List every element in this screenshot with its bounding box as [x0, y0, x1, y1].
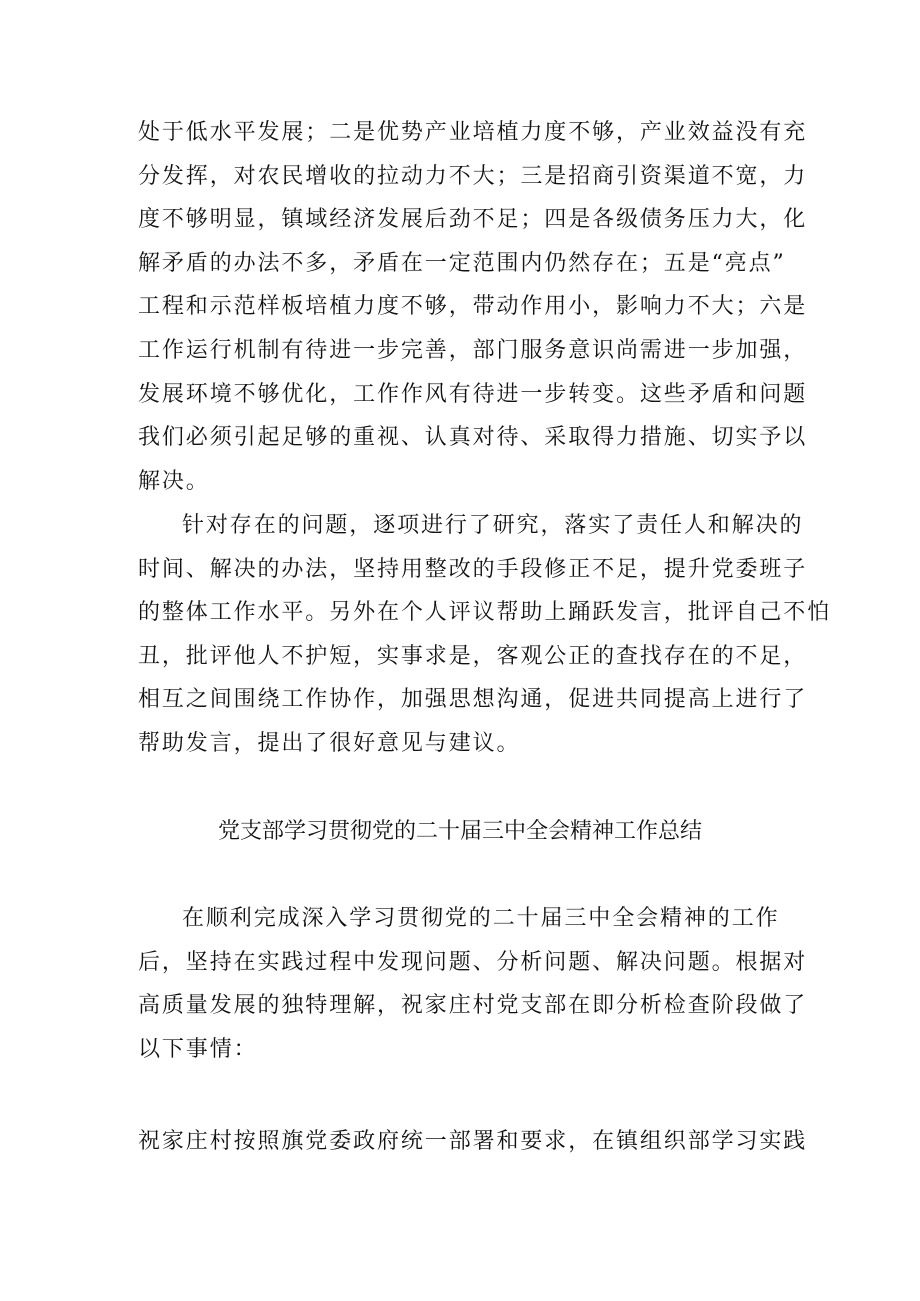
text-line: 丑，批评他人不护短，实事求是，客观公正的查找存在的不足， — [138, 643, 808, 669]
text-line: 度不够明显，镇域经济发展后劲不足；四是各级债务压力大，化 — [138, 207, 808, 233]
text-line: 处于低水平发展；二是优势产业培植力度不够，产业效益没有充 — [138, 120, 808, 145]
paragraph-intro — [138, 897, 808, 1071]
text-line: 以下事情： — [138, 1036, 258, 1062]
text-line: 我们必须引起足够的重视、认真对待、采取得力措施、切实予以 — [138, 425, 808, 451]
paragraph-village — [138, 1120, 808, 1164]
paragraph-rectification — [138, 504, 832, 766]
text-line: 针对存在的问题，逐项进行了研究，落实了责任人和解决的 — [182, 513, 804, 538]
text-line: 工程和示范样板培植力度不够，带动作用小，影响力不大；六是 — [138, 294, 808, 320]
text-line: 帮助发言，提出了很好意见与建议。 — [138, 730, 521, 756]
section-heading: 党支部学习贯彻党的二十届三中全会精神工作总结 — [217, 819, 702, 844]
paragraph-problems — [138, 111, 808, 503]
text-line: 发展环境不够优化，工作作风有待进一步转变。这些矛盾和问题 — [138, 381, 808, 407]
text-line: 高质量发展的独特理解，祝家庄村党支部在即分析检查阶段做了 — [138, 993, 808, 1019]
text-line: 工作运行机制有待进一步完善，部门服务意识尚需进一步加强， — [138, 337, 808, 363]
text-line: 的整体工作水平。另外在个人评议帮助上踊跃发言，批评自己不怕 — [138, 600, 832, 626]
text-line: 后，坚持在实践过程中发现问题、分析问题、解决问题。根据对 — [138, 949, 808, 975]
text-line: 祝家庄村按照旗党委政府统一部署和要求，在镇组织部学习实践 — [138, 1129, 808, 1154]
text-line: 在顺利完成深入学习贯彻党的二十届三中全会精神的工作 — [182, 906, 780, 931]
text-line: 解决。 — [138, 468, 210, 494]
text-line: 解矛盾的办法不多，矛盾在一定范围内仍然存在；五是“亮点” — [138, 250, 786, 276]
text-line: 时间、解决的办法，坚持用整改的手段修正不足，提升党委班子 — [138, 556, 808, 582]
text-line: 分发挥，对农民增收的拉动力不大；三是招商引资渠道不宽，力 — [138, 163, 808, 189]
text-line: 相互之间围绕工作协作，加强思想沟通，促进共同提高上进行了 — [138, 687, 808, 713]
